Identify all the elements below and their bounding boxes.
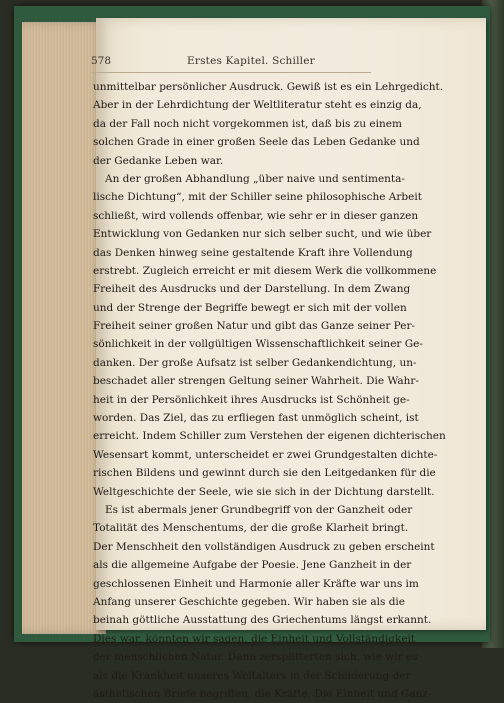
text-line: beinah göttliche Ausstattung des Griechentums längst erkannt.	[93, 614, 432, 627]
text-line: danken. Der große Aufsatz ist selber Gedankendichtung, un-	[93, 356, 417, 369]
page-header	[91, 55, 371, 71]
text-line: Der Menschheit den vollständigen Ausdruck zu geben erscheint	[93, 540, 435, 553]
text-line: worden. Das Ziel, das zu erfliegen fast unmöglich scheint, ist	[93, 412, 419, 425]
text-line: erreicht. Indem Schiller zum Verstehen der eigenen dichterischen	[93, 430, 446, 443]
text-line: als die Krankheit unseres Weltalters in der Schilderung der	[93, 669, 411, 682]
text-line: der Gedanke Leben war.	[93, 154, 224, 167]
page-number: 578	[91, 55, 112, 67]
text-line: da der Fall noch nicht vorgekommen ist, daß bis zu einem	[93, 117, 402, 130]
text-line: Freiheit seiner großen Natur und gibt das Ganze seiner Per-	[93, 320, 416, 333]
text-line: Totalität des Menschentums, der die große Klarheit bringt.	[93, 522, 409, 535]
text-line: beschadet aller strengen Geltung seiner Wahrheit. Die Wahr-	[93, 375, 419, 388]
text-line: heit in der Persönlichkeit ihres Ausdrucks ist Schönheit ge-	[93, 393, 410, 406]
text-line: Weltgeschichte der Seele, wie sie sich in der Dichtung darstellt.	[93, 485, 435, 498]
text-line: schließt, wird vollends offenbar, wie sehr er in dieser ganzen	[93, 209, 419, 222]
text-line: der menschlichen Natur. Dann zersplitterten sich, wie wir es	[93, 651, 418, 664]
text-line: ästhetischen Briefe begriffen, die Kräfte. Die Einheit und Ganz-	[93, 687, 432, 700]
text-line: unmittelbar persönlicher Ausdruck. Gewiß ist es ein Lehrgedicht.	[93, 81, 444, 93]
text-line: erstrebt. Zugleich erreicht er mit diesem Werk die vollkommene	[93, 264, 437, 277]
text-line: Dies war, könnten wir sagen, die Einheit und Vollständigkeit	[93, 632, 416, 645]
running-head: Erstes Kapitel. Schiller	[187, 55, 315, 67]
body-text	[93, 78, 446, 703]
text-line: rischen Bildens und gewinnt durch sie den Leitgedanken für die	[93, 467, 436, 480]
text-line: geschlossenen Einheit und Harmonie aller Kräfte war uns im	[93, 577, 419, 590]
text-line: als die allgemeine Aufgabe der Poesie. Jene Ganzheit in der	[93, 559, 412, 572]
text-line: Freiheit des Ausdrucks und der Darstellung. In dem Zwang	[93, 283, 411, 296]
text-line: Anfang unserer Geschichte gegeben. Wir haben sie als die	[93, 595, 405, 608]
text-line: Entwicklung von Gedanken nur sich selber sucht, und wie über	[93, 228, 432, 241]
text-line: solchen Grade in einer großen Seele das Leben Gedanke und	[93, 136, 420, 149]
text-line: und der Strenge der Begriffe bewegt er sich mit der vollen	[93, 301, 407, 314]
text-line: Es ist abermals jener Grundbegriff von der Ganzheit oder	[105, 503, 413, 516]
text-line: sönlichkeit in der vollgültigen Wissenschaftlichkeit seiner Ge-	[93, 338, 423, 351]
text-line: An der großen Abhandlung „über naive und sentimenta-	[105, 172, 405, 185]
text-line: das Denken hinweg seine gestaltende Kraft ihre Vollendung	[93, 246, 413, 259]
header-rule	[91, 72, 371, 73]
text-line: lische Dichtung“, mit der Schiller seine philosophische Arbeit	[93, 191, 422, 204]
text-line: Aber in der Lehrdichtung der Weltliteratur steht es einzig da,	[93, 99, 422, 112]
text-line: Wesensart kommt, unterscheidet er zwei Grundgestalten dichte-	[93, 448, 438, 461]
